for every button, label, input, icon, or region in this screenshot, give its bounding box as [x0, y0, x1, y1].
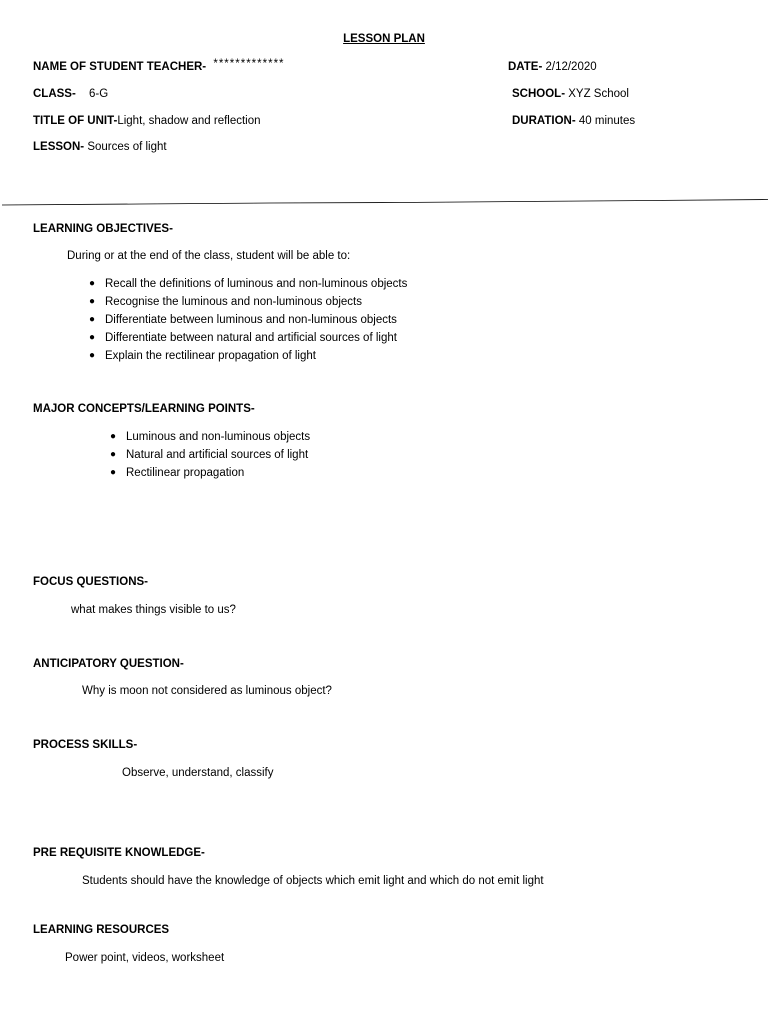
teacher-value: *************	[213, 58, 285, 70]
class-row	[33, 88, 108, 100]
focus-text: what makes things visible to us?	[71, 604, 236, 616]
lesson-label: LESSON-	[33, 141, 85, 153]
school-row	[512, 88, 629, 100]
document-title: LESSON PLAN	[343, 33, 425, 45]
list-item: ● Recognise the luminous and non-luminous objects	[89, 296, 362, 308]
duration-value: 40 minutes	[578, 115, 636, 127]
list-item: ● Differentiate between luminous and non-luminous objects	[89, 314, 397, 326]
bullet-icon: ●	[110, 467, 117, 478]
objectives-intro: During or at the end of the class, student will be able to:	[67, 250, 351, 262]
list-item: ● Differentiate between natural and artificial sources of light	[89, 332, 397, 344]
process-text: Observe, understand, classify	[122, 767, 274, 779]
objectives-list	[89, 275, 407, 365]
bullet-icon: ●	[89, 314, 96, 325]
process-heading: PROCESS SKILLS-	[33, 739, 138, 751]
resources-text: Power point, videos, worksheet	[65, 952, 225, 964]
class-value: 6-G	[89, 88, 109, 100]
concepts-heading: MAJOR CONCEPTS/LEARNING POINTS-	[33, 403, 255, 415]
bullet-icon: ●	[89, 278, 96, 289]
unit-value: Light, shadow and reflection	[117, 115, 261, 127]
bullet-icon: ●	[89, 350, 96, 361]
date-label: DATE-	[508, 61, 543, 73]
class-label: CLASS-	[33, 88, 76, 100]
list-item: ● Luminous and non-luminous objects	[110, 431, 311, 443]
unit-row	[33, 115, 261, 127]
school-label: SCHOOL-	[512, 88, 566, 100]
anticipatory-heading: ANTICIPATORY QUESTION-	[33, 658, 184, 670]
anticipatory-text: Why is moon not considered as luminous object?	[82, 685, 332, 697]
section-divider	[0, 198, 768, 206]
list-item: ● Explain the rectilinear propagation of light	[89, 350, 316, 362]
date-value: 2/12/2020	[545, 61, 597, 73]
lesson-value: Sources of light	[87, 141, 167, 153]
bullet-icon: ●	[110, 431, 117, 442]
bullet-icon: ●	[110, 449, 117, 460]
resources-heading: LEARNING RESOURCES	[33, 924, 170, 936]
prerequisite-heading: PRE REQUISITE KNOWLEDGE-	[33, 847, 205, 859]
focus-heading: FOCUS QUESTIONS-	[33, 576, 149, 588]
date-row	[508, 61, 597, 73]
objectives-heading: LEARNING OBJECTIVES-	[33, 223, 173, 235]
duration-row	[512, 115, 635, 127]
duration-label: DURATION-	[512, 115, 576, 127]
prerequisite-text: Students should have the knowledge of objects which emit light and which do not emit light	[82, 875, 544, 887]
list-item: ● Rectilinear propagation	[110, 467, 245, 479]
bullet-icon: ●	[89, 332, 96, 343]
teacher-row	[33, 58, 285, 73]
list-item: ● Natural and artificial sources of light	[110, 449, 309, 461]
lesson-row	[33, 141, 167, 153]
unit-label: TITLE OF UNIT-	[33, 115, 118, 127]
list-item: ● Recall the definitions of luminous and non-luminous objects	[89, 278, 408, 290]
teacher-label: NAME OF STUDENT TEACHER-	[33, 61, 207, 73]
concepts-list	[110, 428, 310, 482]
school-value: XYZ School	[568, 88, 629, 100]
bullet-icon: ●	[89, 296, 96, 307]
